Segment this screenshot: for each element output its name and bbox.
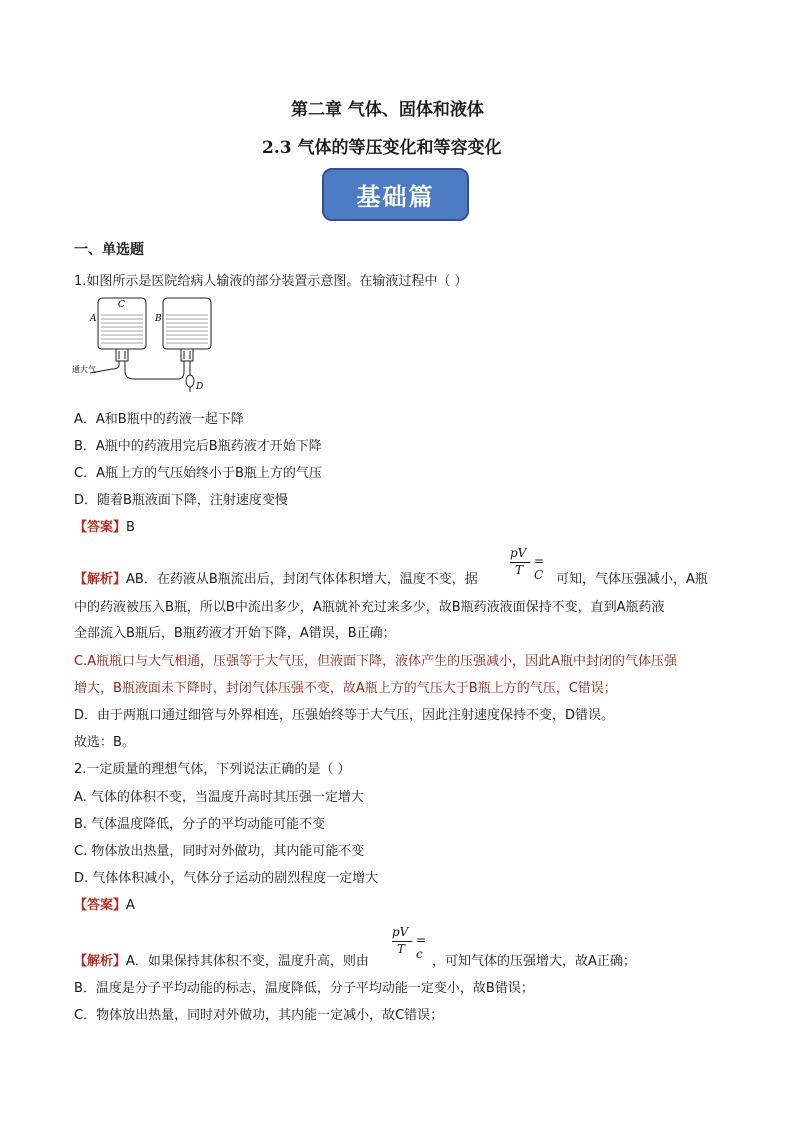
q1-option-c: C．A瓶上方的气压始终小于B瓶上方的气压 [74,466,322,481]
formula-numerator: pV [392,925,409,939]
q2-option-c: C. 物体放出热量，同时对外做功，其内能可能不变 [74,844,365,859]
q2-analysis-line-1b: ，可知气体的压强增大，故A正确； [432,954,636,969]
section-title: 2.3 气体的等压变化和等容变化 [262,138,502,158]
q1-analysis-line-1: 【解析】AB．在药液从B瓶流出后，封闭气体体积增大，温度不变，据 [74,572,478,587]
formula-denominator: T [397,942,406,956]
q1-analysis-line-3: 全部流入B瓶后，B瓶药液才开始下降，A错误，B正确； [74,626,396,641]
answer-tag: 【答案】 [74,520,127,535]
q2-option-b: B. 气体温度降低，分子的平均动能可能不变 [74,817,326,832]
drip-chamber [186,375,194,387]
q1-stem: 1.如图所示是医院给病人输液的部分装置示意图。在输液过程中（ ） [74,274,468,289]
q1-conclusion: 故选：B。 [74,735,135,750]
label-a: A [90,314,97,324]
analysis-tag: 【解析】 [74,572,127,587]
bottle-b [163,298,211,349]
q1-analysis-line-6: D．由于两瓶口通过细管与外界相连，压强始终等于大气压，因此注射速度保持不变，D错误。 [74,708,615,723]
q2-option-a: A. 气体的体积不变，当温度升高时其压强一定增大 [74,790,364,805]
q2-analysis-line-1: 【解析】A．如果保持其体积不变，温度升高，则由 [74,954,369,969]
chapter-title: 第二章 气体、固体和液体 [291,100,484,120]
label-c: C [118,300,125,310]
answer-value: A [126,898,135,913]
q2-option-d: D. 气体体积减小，气体分子运动的剧烈程度一定增大 [74,871,379,886]
answer-value: B [126,520,135,535]
label-b: B [155,314,162,324]
analysis-tag: 【解析】 [74,954,127,969]
connecting-tube [125,361,184,379]
q2-analysis-line-3: C．物体放出热量，同时对外做功，其内能一定减小，故C错误； [74,1008,444,1023]
q1-option-d: D．随着B瓶液面下降，注射速度变慢 [74,493,288,508]
q1-analysis-line-5: 增大，B瓶液面未下降时，封闭气体压强不变，故A瓶上方的气压大于B瓶上方的气压，C错误； [74,681,617,696]
formula-rhs: = C [534,554,545,582]
q1-analysis-line-4: C.A瓶瓶口与大气相通，压强等于大气压，但液面下降，液体产生的压强减小，因此A瓶中封闭的气体压强 [74,654,677,669]
q1-option-a: A．A和B瓶中的药液一起下降 [74,412,244,427]
label-air: 通大气 [72,365,96,374]
q2-stem: 2.一定质量的理想气体，下列说法正确的是（ ） [74,762,351,777]
answer-tag: 【答案】 [74,898,127,913]
formula-numerator: pV [510,546,527,560]
iv-apparatus-figure [72,293,222,393]
formula-rhs: = c [416,933,427,961]
label-d: D [196,382,204,392]
q2-analysis-line-2: B．温度是分子平均动能的标志，温度降低，分子平均动能一定变小，故B错误； [74,981,534,996]
q1-analysis-line-2: 中的药液被压入B瓶，所以B中流出多少，A瓶就补充过来多少，故B瓶药液液面保持不变，直到A瓶药液 [74,600,665,615]
q1-analysis-line-1b: 可知，气体压强减小，A瓶 [556,572,708,587]
q1-option-b: B．A瓶中的药液用完后B瓶药液才开始下降 [74,439,322,454]
q1-answer [74,516,135,535]
part-heading: 一、单选题 [74,242,144,258]
formula-denominator: T [515,563,524,577]
q2-answer [74,894,135,913]
level-badge: 基础篇 [322,168,469,221]
